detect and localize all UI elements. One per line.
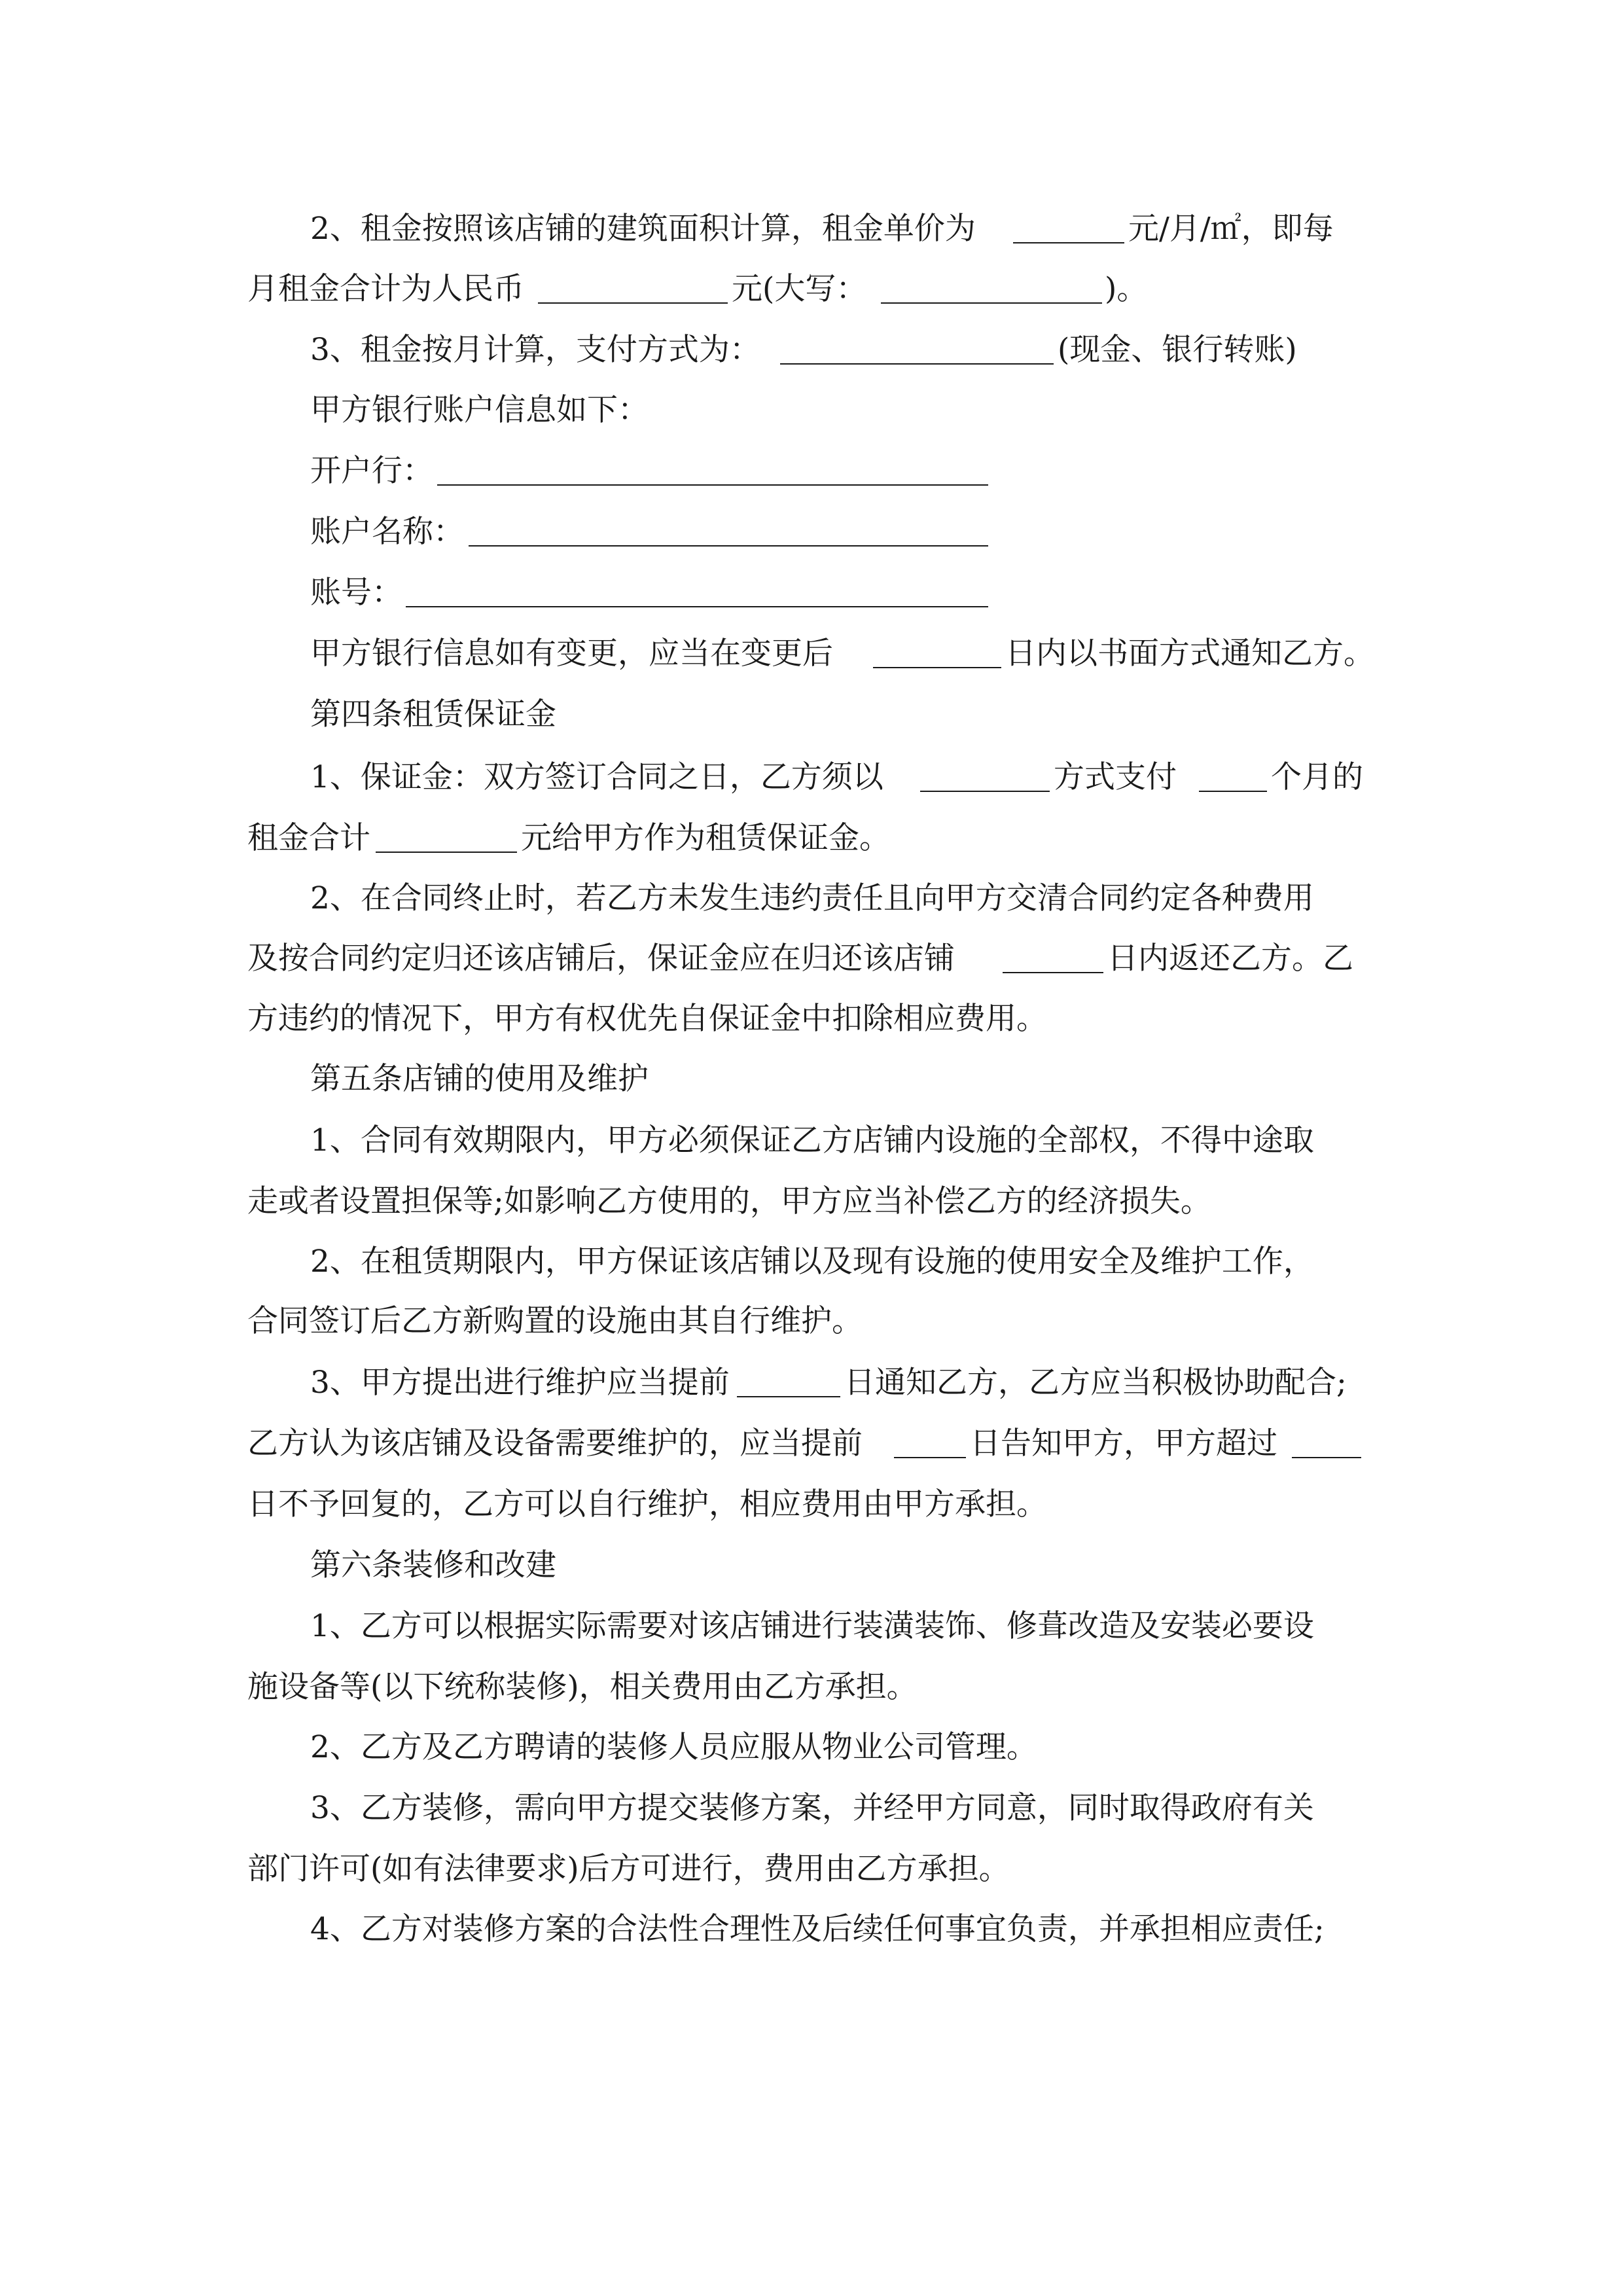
- art5-p1-line-1: 1、合同有效期限内，甲方必须保证乙方店铺内设施的全部权，不得中途取: [310, 1122, 1314, 1158]
- text: 元/月/㎡，即每: [1128, 211, 1334, 247]
- text: 账户名称：: [310, 514, 464, 550]
- blank-amount-in-words: [881, 271, 1102, 304]
- blank-rent-unit-price: [1013, 211, 1124, 243]
- text: 甲方银行信息如有变更，应当在变更后: [310, 636, 833, 672]
- text: 日告知甲方，甲方超过: [970, 1426, 1277, 1462]
- bank-info-heading: 甲方银行账户信息如下：: [310, 392, 649, 428]
- blank-return-days: [1003, 941, 1103, 973]
- art5-p2-line-2: 合同签订后乙方新购置的设施由其自行维护。: [247, 1303, 863, 1339]
- payment-method-line: [0, 332, 1623, 368]
- blank-account-name: [469, 514, 988, 547]
- deposit-line-2: [0, 820, 1623, 857]
- account-number-line: [0, 575, 1623, 611]
- blank-inform-days: [894, 1426, 966, 1458]
- account-name-line: [0, 514, 1623, 550]
- art5-p3-line-2: [0, 1426, 1623, 1462]
- blank-notice-days: [873, 636, 1001, 668]
- art6-p1-line-2: 施设备等(以下统称装修)，相关费用由乙方承担。: [247, 1669, 918, 1705]
- rent-price-line-1: [0, 211, 1623, 247]
- text: (现金、银行转账): [1058, 332, 1297, 368]
- blank-monthly-rent-total: [538, 271, 728, 304]
- text: 日内以书面方式通知乙方。: [1005, 636, 1374, 672]
- text: 3、甲方提出进行维护应当提前: [310, 1365, 730, 1401]
- text: 乙方认为该店铺及设备需要维护的，应当提前: [247, 1426, 863, 1462]
- art5-p3-line-3: 日不予回复的，乙方可以自行维护，相应费用由甲方承担。: [247, 1486, 1047, 1522]
- text: 方式支付: [1054, 759, 1177, 795]
- text: 元给甲方作为租赁保证金。: [521, 820, 890, 856]
- text: 账号：: [310, 575, 402, 611]
- blank-maintenance-notice-days: [737, 1365, 840, 1397]
- art6-p4-line: 4、乙方对装修方案的合法性合理性及后续任何事宜负责，并承担相应责任;: [310, 1911, 1325, 1947]
- blank-bank-name: [437, 453, 988, 486]
- bank-change-line: [0, 636, 1623, 672]
- art6-p3-line-1: 3、乙方装修，需向甲方提交装修方案，并经甲方同意，同时取得政府有关: [310, 1790, 1314, 1826]
- text: 开户行：: [310, 453, 433, 489]
- text: 日通知乙方，乙方应当积极协助配合;: [844, 1365, 1347, 1401]
- blank-deposit-method: [920, 759, 1050, 792]
- text: 及按合同约定归还该店铺后，保证金应在归还该店铺: [247, 941, 955, 977]
- text: 月租金合计为人民币: [247, 271, 524, 307]
- bank-name-line: [0, 453, 1623, 490]
- blank-deposit-amount: [376, 820, 517, 853]
- article-4-heading: 第四条租赁保证金: [310, 696, 556, 732]
- text: 个月的: [1271, 759, 1363, 795]
- art6-p3-line-2: 部门许可(如有法律要求)后方可进行，费用由乙方承担。: [247, 1851, 1010, 1887]
- article-5-heading: 第五条店铺的使用及维护: [310, 1061, 649, 1097]
- art5-p3-line-1: [0, 1365, 1623, 1401]
- text: 1、保证金：双方签订合同之日，乙方须以: [310, 759, 883, 795]
- art6-p2-line: 2、乙方及乙方聘请的装修人员应服从物业公司管理。: [310, 1729, 1037, 1765]
- art5-p2-line-1: 2、在租赁期限内，甲方保证该店铺以及现有设施的使用安全及维护工作，: [310, 1244, 1314, 1280]
- text: )。: [1105, 271, 1148, 307]
- art5-p1-line-2: 走或者设置担保等;如影响乙方使用的，甲方应当补偿乙方的经济损失。: [247, 1183, 1211, 1219]
- art6-p1-line-1: 1、乙方可以根据实际需要对该店铺进行装潢装饰、修葺改造及安装必要设: [310, 1608, 1314, 1644]
- text: 日内返还乙方。乙: [1107, 941, 1353, 977]
- deposit-return-line-2: [0, 941, 1623, 977]
- text: 3、租金按月计算，支付方式为：: [310, 332, 760, 368]
- text: 租金合计: [247, 820, 370, 856]
- blank-payment-method: [780, 332, 1054, 365]
- deposit-return-line-3: 方违约的情况下，甲方有权优先自保证金中扣除相应费用。: [247, 1001, 1047, 1037]
- rent-price-line-2: [0, 271, 1623, 308]
- text: 2、租金按照该店铺的建筑面积计算，租金单价为: [310, 211, 976, 247]
- blank-reply-days: [1292, 1426, 1361, 1458]
- deposit-return-line-1: 2、在合同终止时，若乙方未发生违约责任且向甲方交清合同约定各种费用: [310, 880, 1314, 916]
- blank-account-number: [406, 575, 988, 607]
- article-6-heading: 第六条装修和改建: [310, 1547, 556, 1583]
- blank-deposit-months: [1199, 759, 1267, 792]
- text: 元(大写：: [732, 271, 867, 307]
- deposit-line-1: [0, 759, 1623, 796]
